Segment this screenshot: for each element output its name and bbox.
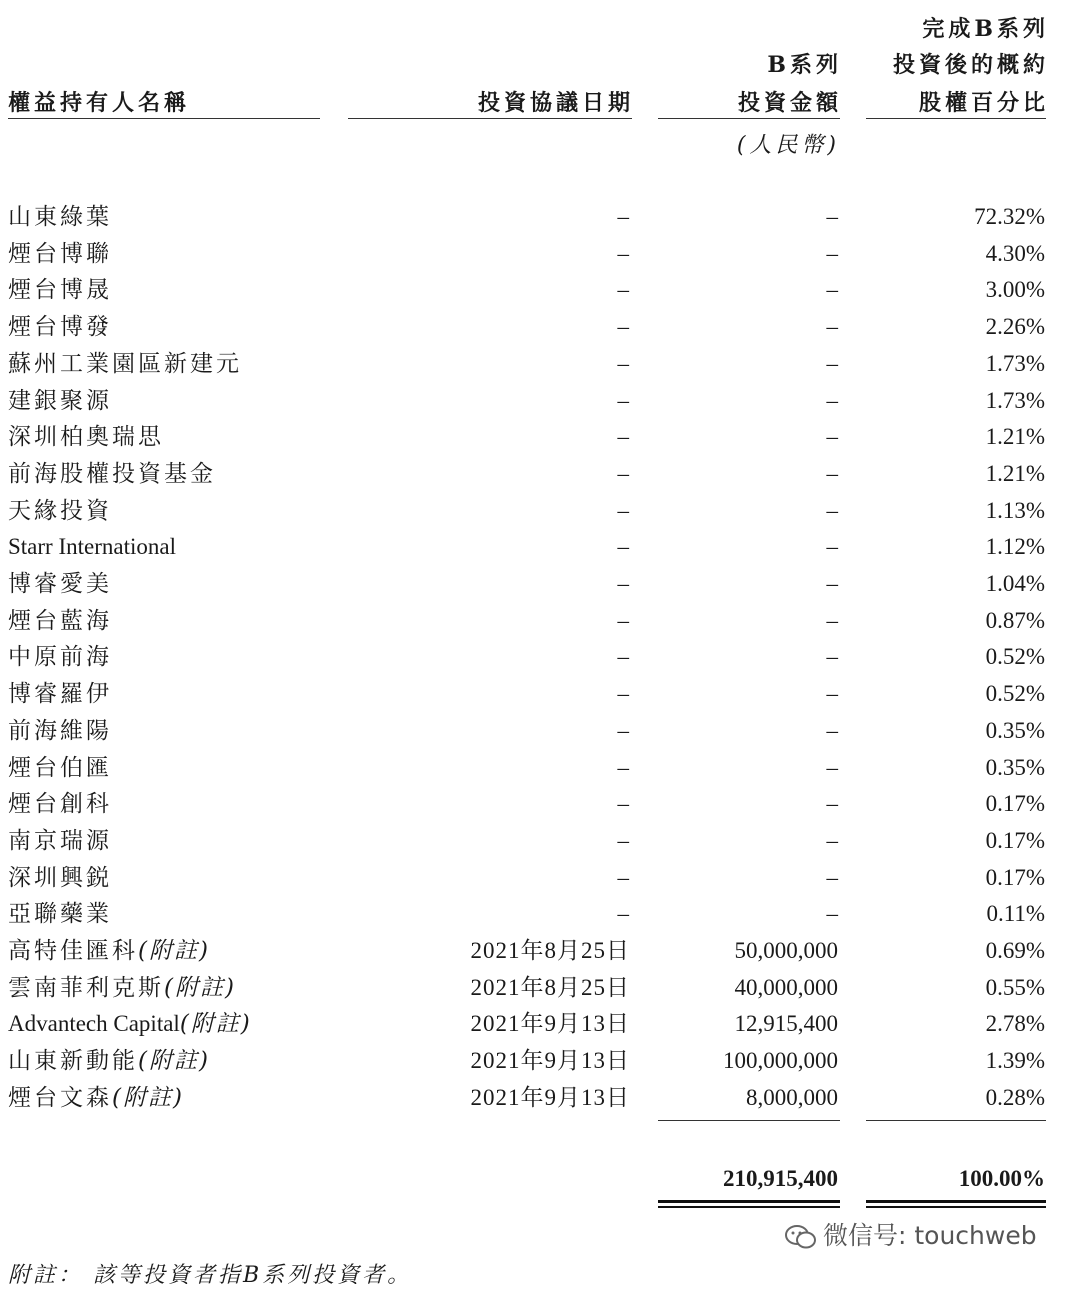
holder-name (8, 827, 112, 855)
header-amount-line1: B系列 (767, 52, 842, 78)
agreement-date: – (617, 571, 630, 596)
header-rule-amount (658, 118, 840, 119)
holder-name (8, 1047, 210, 1075)
header-pct-line1: 完成B系列 (922, 16, 1049, 42)
equity-percentage: 1.12% (985, 534, 1045, 559)
equity-percentage: 0.11% (986, 901, 1045, 926)
holder-name-text: 山東綠葉 (8, 204, 112, 230)
holder-name-text: 深圳興鋭 (8, 865, 112, 891)
holder-name-text: 亞聯藥業 (8, 901, 112, 927)
agreement-date: – (617, 718, 630, 743)
holder-name-text: 南京瑞源 (8, 828, 112, 854)
holder-name (8, 240, 112, 268)
header-date: 投資協議日期 (477, 90, 634, 116)
equity-percentage: 1.13% (985, 498, 1045, 523)
holder-name-text: Starr International (8, 534, 176, 559)
investment-amount: – (826, 204, 838, 229)
investment-amount: – (826, 498, 838, 523)
investment-amount: – (826, 534, 838, 559)
note-tag: (附註) (179, 1011, 252, 1037)
agreement-date: 2021年8月25日 (470, 938, 630, 963)
agreement-date: 2021年9月13日 (470, 1011, 630, 1036)
holder-name (8, 570, 112, 598)
holder-name (8, 423, 164, 451)
agreement-date: – (617, 461, 630, 486)
investment-amount: – (826, 828, 838, 853)
equity-percentage: 0.35% (985, 755, 1045, 780)
subtotal-rule-amount (658, 1120, 840, 1121)
equity-percentage: 1.21% (985, 461, 1045, 486)
wechat-watermark (785, 1216, 1037, 1252)
investment-amount: – (826, 644, 838, 669)
holder-name (8, 497, 112, 525)
agreement-date: – (617, 424, 630, 449)
header-pct-line2: 投資後的概約 (892, 52, 1049, 78)
holder-name (8, 276, 112, 304)
agreement-date: – (617, 388, 630, 413)
equity-percentage: 0.17% (985, 865, 1045, 890)
equity-percentage: 1.04% (985, 571, 1045, 596)
agreement-date: – (617, 204, 630, 229)
investment-amount: – (826, 608, 838, 633)
equity-percentage: 2.26% (985, 314, 1045, 339)
footnote (8, 1258, 412, 1289)
watermark-text: 微信号: touchweb (823, 1221, 1037, 1250)
total-double-rule-amount (658, 1200, 840, 1208)
holder-name-text: 天緣投資 (8, 498, 112, 524)
investment-amount: – (826, 865, 838, 890)
investment-amount: – (826, 241, 838, 266)
agreement-date: – (617, 351, 630, 376)
holder-name (8, 974, 236, 1002)
agreement-date: – (617, 791, 630, 816)
holder-name (8, 313, 112, 341)
equity-percentage: 0.52% (985, 681, 1045, 706)
holder-name (8, 900, 112, 928)
total-double-rule-pct (866, 1200, 1046, 1208)
equity-percentage: 4.30% (985, 241, 1045, 266)
equity-percentage: 72.32% (974, 204, 1045, 229)
equity-percentage: 0.28% (985, 1085, 1045, 1110)
header-rule-date (348, 118, 632, 119)
equity-percentage: 0.55% (985, 975, 1045, 1000)
agreement-date: – (617, 681, 630, 706)
holder-name-text: 煙台伯匯 (8, 755, 112, 781)
equity-percentage: 2.78% (985, 1011, 1045, 1036)
holder-name-text: 建銀聚源 (8, 388, 112, 414)
agreement-date: 2021年9月13日 (470, 1048, 630, 1073)
agreement-date: – (617, 901, 630, 926)
holder-name-text: 煙台創科 (8, 791, 112, 817)
note-tag: (附註) (164, 975, 236, 1001)
agreement-date: – (617, 498, 630, 523)
agreement-date: – (617, 241, 630, 266)
holder-name (8, 754, 112, 782)
investment-amount: – (826, 791, 838, 816)
equity-percentage: 0.17% (985, 791, 1045, 816)
holder-name-text: 煙台博晟 (8, 277, 112, 303)
agreement-date: – (617, 755, 630, 780)
header-amount-line2: 投資金額 (737, 90, 842, 116)
holder-name-text: 深圳柏奧瑞思 (8, 424, 164, 450)
holder-name-text: 高特佳匯科 (8, 938, 138, 964)
investment-amount: – (826, 718, 838, 743)
holder-name (8, 460, 216, 488)
agreement-date: – (617, 644, 630, 669)
total-amount: 210,915,400 (723, 1166, 838, 1191)
investment-amount: – (826, 755, 838, 780)
equity-percentage: 1.39% (985, 1048, 1045, 1073)
agreement-date: – (617, 608, 630, 633)
holder-name (8, 680, 112, 708)
equity-percentage: 1.21% (985, 424, 1045, 449)
holder-name-text: 煙台博發 (8, 314, 112, 340)
investment-amount: 40,000,000 (734, 975, 838, 1000)
agreement-date: – (617, 828, 630, 853)
equity-percentage: 0.69% (985, 938, 1045, 963)
holder-name (8, 350, 242, 378)
subtotal-rule-pct (866, 1120, 1046, 1121)
holder-name (8, 203, 112, 231)
agreement-date: – (617, 277, 630, 302)
header-pct-line3: 股權百分比 (918, 90, 1049, 116)
agreement-date: 2021年8月25日 (470, 975, 630, 1000)
equity-percentage: 0.52% (985, 644, 1045, 669)
header-amount-unit: (人民幣) (736, 133, 840, 158)
holder-name-text: 博睿愛美 (8, 571, 112, 597)
agreement-date: – (617, 865, 630, 890)
footnote-text: 附註： 該等投資者指B系列投資者。 (8, 1263, 413, 1288)
investment-amount: – (826, 424, 838, 449)
investment-amount: 12,915,400 (734, 1011, 838, 1036)
holder-name (8, 864, 112, 892)
holder-name (8, 533, 176, 561)
investment-amount: – (826, 461, 838, 486)
holder-name (8, 1010, 252, 1038)
investment-amount: 50,000,000 (734, 938, 838, 963)
holder-name-text: 煙台博聯 (8, 241, 112, 267)
equity-percentage: 1.73% (985, 388, 1045, 413)
investment-amount: – (826, 388, 838, 413)
holder-name (8, 937, 210, 965)
header-holder: 權益持有人名稱 (8, 90, 191, 116)
investment-amount: – (826, 681, 838, 706)
holder-name-text: 蘇州工業園區新建元 (8, 351, 242, 377)
holder-name-text: 煙台藍海 (8, 608, 112, 634)
holder-name (8, 387, 112, 415)
holder-name-text: 博睿羅伊 (8, 681, 112, 707)
investment-amount: – (826, 571, 838, 596)
holder-name-text: Advantech Capital (8, 1011, 180, 1036)
holder-name-text: 前海股權投資基金 (8, 461, 216, 487)
equity-percentage: 1.73% (985, 351, 1045, 376)
total-pct: 100.00% (958, 1166, 1045, 1191)
holder-name-text: 前海維陽 (8, 718, 112, 744)
investment-amount: – (826, 901, 838, 926)
header-rule-holder (8, 118, 320, 119)
agreement-date: – (617, 314, 630, 339)
wechat-icon (785, 1224, 817, 1250)
holder-name-text: 中原前海 (8, 644, 112, 670)
investment-amount: – (826, 277, 838, 302)
holder-name (8, 643, 112, 671)
equity-percentage: 0.87% (985, 608, 1045, 633)
note-tag: (附註) (138, 938, 210, 964)
note-tag: (附註) (112, 1085, 184, 1111)
equity-percentage: 3.00% (985, 277, 1045, 302)
investment-amount: 8,000,000 (746, 1085, 838, 1110)
equity-percentage: 0.17% (985, 828, 1045, 853)
investment-amount: – (826, 314, 838, 339)
holder-name-text: 雲南菲利克斯 (8, 975, 164, 1001)
investment-amount: – (826, 351, 838, 376)
investment-amount: 100,000,000 (723, 1048, 838, 1073)
equity-percentage: 0.35% (985, 718, 1045, 743)
note-tag: (附註) (138, 1048, 210, 1074)
agreement-date: – (617, 534, 630, 559)
holder-name (8, 790, 112, 818)
holder-name (8, 717, 112, 745)
holder-name-text: 山東新動能 (8, 1048, 138, 1074)
holder-name-text: 煙台文森 (8, 1085, 112, 1111)
agreement-date: 2021年9月13日 (470, 1085, 630, 1110)
holder-name (8, 607, 112, 635)
header-rule-pct (866, 118, 1046, 119)
holder-name (8, 1084, 184, 1112)
